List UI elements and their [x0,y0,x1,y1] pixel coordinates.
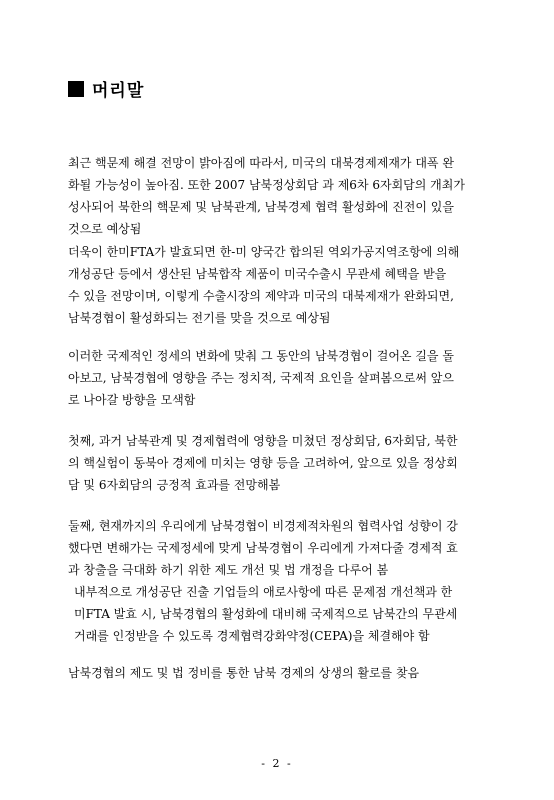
paragraph-line: 성사되어 북한의 핵문제 및 남북관계, 남북경제 협력 활성화에 진전이 있을 [68,200,454,214]
paragraph-line: 거래를 인정받을 수 있도록 경제협력강화약정(CEPA)을 체결해야 함 [74,629,430,643]
paragraph-conclusion [68,662,488,684]
paragraph-line: 남북경협이 활성화되는 전기를 맞을 것으로 예상됨 [68,311,331,325]
paragraph-line: 첫째, 과거 남북관계 및 경제협력에 영향을 미쳤던 정상회담, 6자회담, 북한 [68,434,458,448]
paragraph-fta [68,241,488,329]
section-heading [68,76,144,101]
paragraph-line: 남북경협의 제도 및 법 정비를 통한 남북 경제의 상생의 활로를 찾음 [68,666,420,680]
paragraph-purpose [68,345,488,411]
paragraph-line: 아보고, 남북경협에 영향을 주는 정치적, 국제적 요인을 살펴봄으로써 앞으 [68,371,454,385]
paragraph-line: 과 창출을 극대화 하기 위한 제도 개선 및 법 개정을 다루어 봄 [68,563,389,577]
paragraph-line: 이러한 국제적인 정세의 변화에 맞춰 그 동안의 남북경협이 걸어온 길을 돌 [68,349,454,363]
paragraph-intro [68,152,488,240]
paragraph-line: 담 및 6자회담의 긍정적 효과를 전망해봄 [68,478,281,492]
paragraph-line: 최근 핵문제 해결 전망이 밝아짐에 따라서, 미국의 대북경제제재가 대폭 완 [68,156,454,170]
paragraph-line: 더욱이 한미FTA가 발효되면 한-미 양국간 합의된 역외가공지역조항에 의해 [68,245,460,259]
paragraph-first [68,430,488,496]
paragraph-line: 수 있을 전망이며, 이렇게 수출시장의 제약과 미국의 대북제재가 완화되면, [68,289,454,303]
paragraph-line: 했다면 변해가는 국제정세에 맞게 남북경협이 우리에게 가져다줄 경제적 효 [68,541,458,555]
paragraph-line: 내부적으로 개성공단 진출 기업들의 애로사항에 따른 문제점 개선책과 한 [74,585,453,599]
paragraph-line: 의 핵실험이 동북아 경제에 미치는 영향 등을 고려하여, 앞으로 있을 정상회 [68,456,458,470]
paragraph-line: 화될 가능성이 높아짐. 또한 2007 남북정상회담 과 제6차 6자회담의 개최가 [68,178,465,192]
paragraph-line: 로 나아갈 방향을 모색함 [68,393,196,407]
square-bullet-icon [68,81,84,97]
paragraph-line: 것으로 예상됨 [68,222,142,236]
heading-title: 머리말 [92,81,145,101]
paragraph-line: 미FTA 발효 시, 남북경협의 활성화에 대비해 국제적으로 남북간의 무관세 [74,607,458,621]
paragraph-line: 둘째, 현재까지의 우리에게 남북경협이 비경제적차원의 협력사업 성향이 강 [68,519,458,533]
paragraph-line: 개성공단 등에서 생산된 남북합작 제품이 미국수출시 무관세 혜택을 받을 [68,267,447,281]
paragraph-second [68,515,488,647]
page-number: - 2 - [261,757,293,770]
